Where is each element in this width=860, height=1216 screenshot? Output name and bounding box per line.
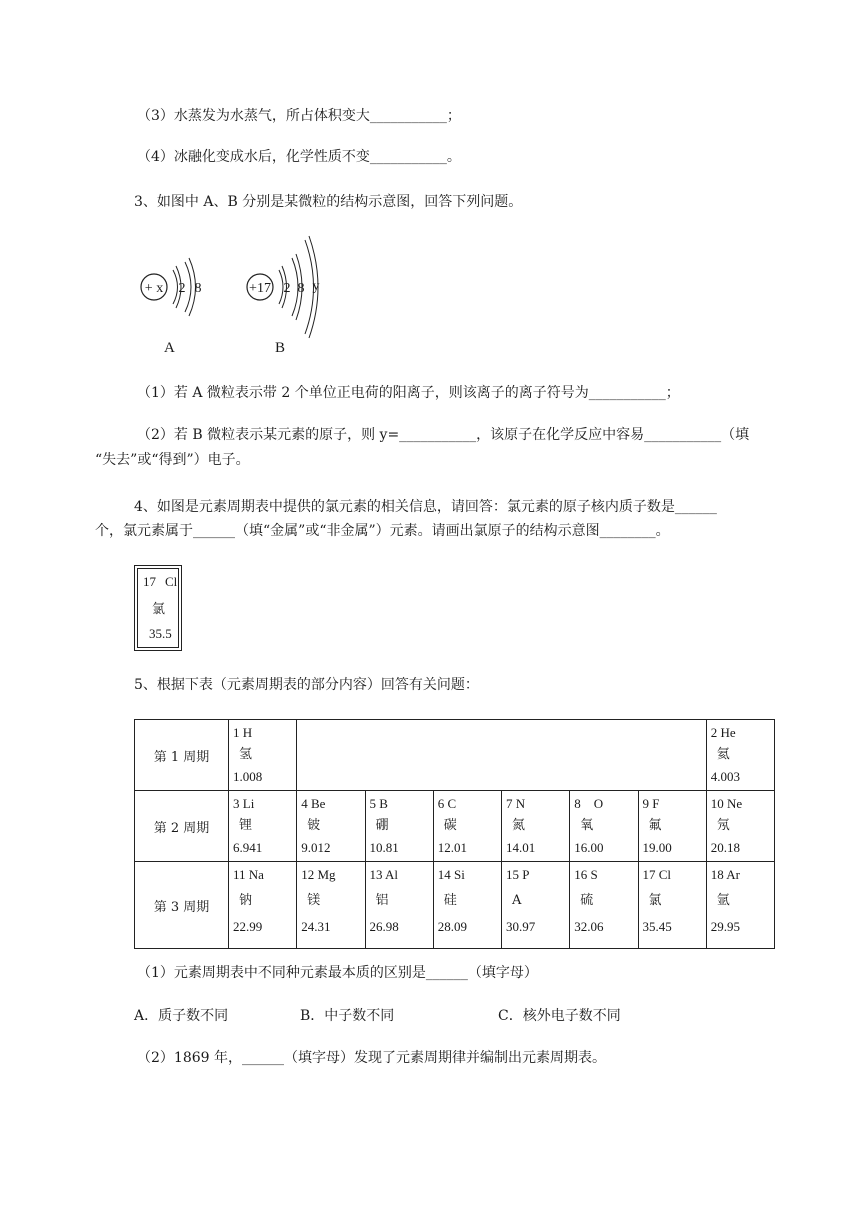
period-label: 第 2 周期: [135, 791, 229, 862]
q5-intro: 5、根据下表（元素周期表的部分内容）回答有关问题：: [134, 677, 479, 693]
chlorine-number: 17: [143, 574, 156, 589]
shell-arc-a1: [173, 270, 178, 304]
shell-count-a2: 8: [194, 281, 202, 296]
q4-text-a: 4、如图是元素周期表中提供的氯元素的相关信息，请回答：氯元素的原子核内质子数是______: [134, 499, 717, 515]
q4-text-b: 个，氯元素属于______（填“金属”或“非金属”）元素。请画出氯原子的结构示意图________。: [95, 523, 670, 539]
nucleus-label-a: + x: [144, 281, 164, 296]
shell-count-a1: 2: [178, 281, 186, 296]
element-cell: 18 Ar 氩 29.95: [706, 862, 774, 949]
element-cell: 3 Li 锂 6.941: [229, 791, 297, 862]
element-cell: 2 He 氦 4.003: [706, 720, 774, 791]
shell-count-b2: 8: [297, 281, 305, 296]
q5-item-1: （1）元素周期表中不同种元素最本质的区别是______（填字母）: [137, 965, 538, 981]
chlorine-mass: 35.5: [149, 626, 172, 641]
element-cell: 17 Cl 氯 35.45: [638, 862, 706, 949]
element-cell: 9 F 氟 19.00: [638, 791, 706, 862]
option-b: B．中子数不同: [300, 1008, 395, 1024]
element-cell: 15 P A 30.97: [502, 862, 570, 949]
element-cell: 14 Si 硅 28.09: [433, 862, 501, 949]
q3-item-1: （1）若 A 微粒表示带 2 个单位正电荷的阳离子，则该离子的离子符号为___________；: [137, 385, 680, 401]
period-label: 第 3 周期: [135, 862, 229, 949]
element-cell: 8 O 氧 16.00: [570, 791, 638, 862]
table-row: [135, 791, 775, 862]
shell-arc-a2: [185, 262, 191, 312]
element-cell: 1 H 氢 1.008: [229, 720, 297, 791]
periodic-table: [134, 719, 775, 949]
chlorine-symbol: Cl: [165, 574, 178, 589]
shell-arc-b1: [279, 270, 283, 304]
structure-diagram-a: [136, 250, 216, 330]
diagram-label-b: B: [275, 340, 286, 356]
chlorine-name: 氯: [152, 602, 166, 617]
chlorine-element-card: [134, 565, 182, 651]
table-row: [135, 862, 775, 949]
table-row: [135, 720, 775, 791]
option-c: C．核外电子数不同: [498, 1008, 621, 1024]
element-cell: 12 Mg 镁 24.31: [297, 862, 365, 949]
element-cell: 13 Al 铝 26.98: [365, 862, 433, 949]
q3-item-2a: （2）若 B 微粒表示某元素的原子，则 y=___________，该原子在化学反应中容易___________（填: [137, 427, 750, 443]
q3-item-2b: “失去”或“得到”）电子。: [95, 452, 250, 468]
q3-intro: 3、如图中 A、B 分别是某微粒的结构示意图，回答下列问题。: [134, 194, 523, 210]
shell-count-b3: y: [312, 279, 320, 294]
option-a: A．质子数不同: [134, 1008, 229, 1024]
element-cell: 6 C 碳 12.01: [433, 791, 501, 862]
element-cell: 10 Ne 氖 20.18: [706, 791, 774, 862]
q5-item-2: （2）1869 年，______（填字母）发现了元素周期律并编制出元素周期表。: [137, 1050, 606, 1066]
period-label: 第 1 周期: [135, 720, 229, 791]
empty-span-cell: [297, 720, 707, 791]
nucleus-label-b: +17: [249, 281, 271, 296]
element-cell: 7 N 氮 14.01: [502, 791, 570, 862]
q2-item-4: （4）冰融化变成水后，化学性质不变___________。: [137, 149, 461, 165]
structure-diagram-b: [240, 230, 340, 340]
element-cell: 4 Be 铍 9.012: [297, 791, 365, 862]
element-cell: 5 B 硼 10.81: [365, 791, 433, 862]
element-cell: 11 Na 钠 22.99: [229, 862, 297, 949]
shell-count-b1: 2: [283, 281, 291, 296]
q2-item-3: （3）水蒸发为水蒸气，所占体积变大___________；: [137, 108, 461, 124]
diagram-label-a: A: [164, 340, 175, 356]
element-cell: 16 S 硫 32.06: [570, 862, 638, 949]
